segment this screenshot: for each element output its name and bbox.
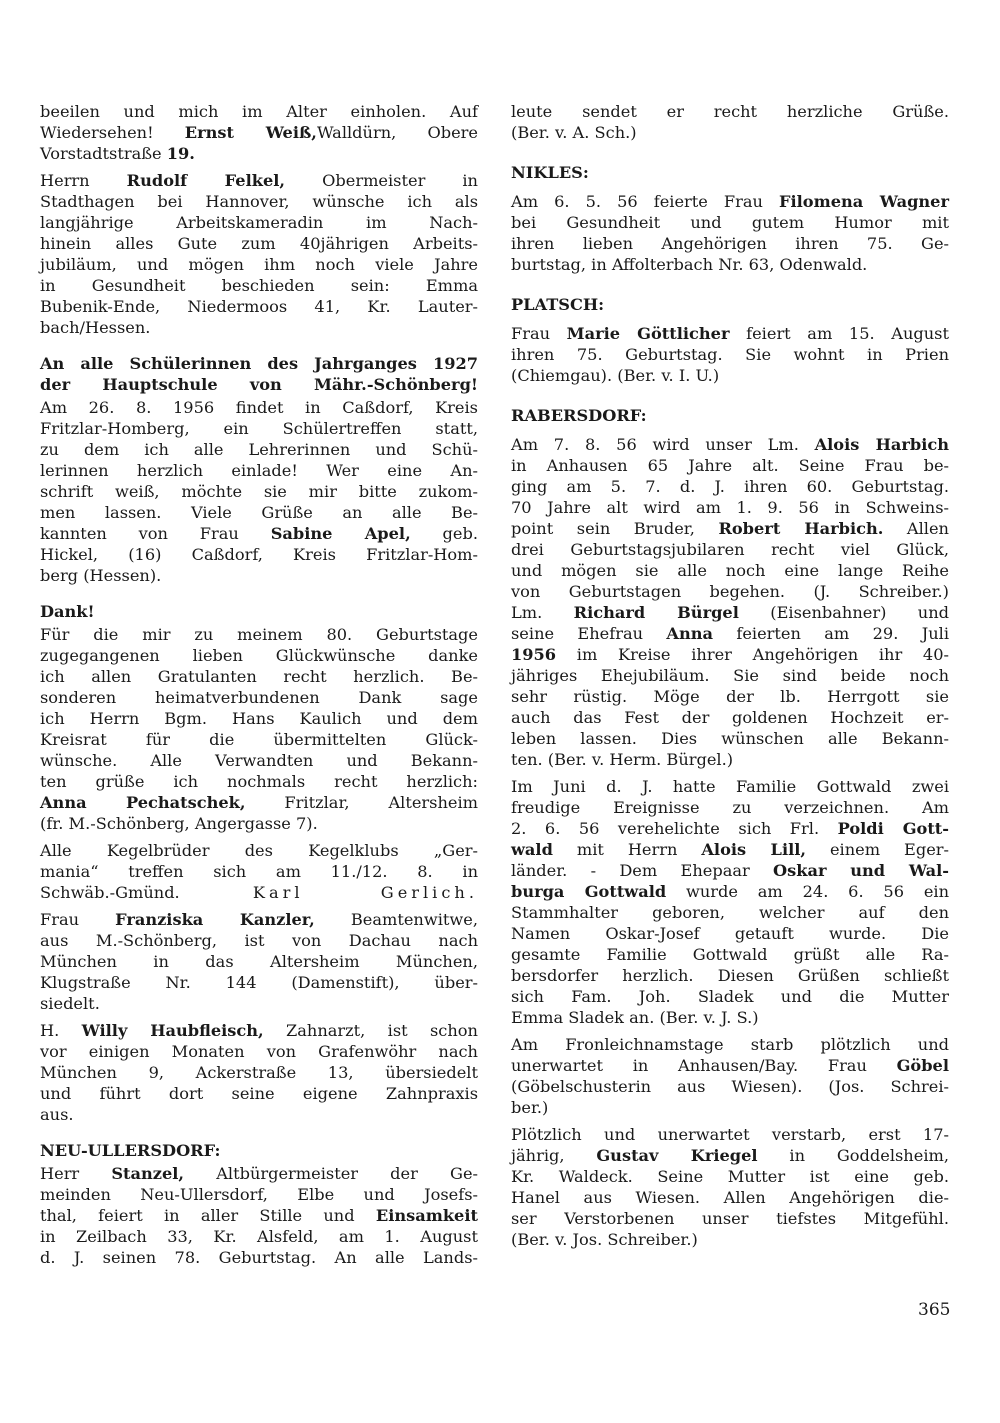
text-segment: (Chiemgau). (Ber. v. I. U.)	[511, 366, 720, 385]
text-segment: ber.)	[511, 1098, 549, 1117]
text-line	[511, 665, 949, 686]
text-segment: Kr. Waldeck. Seine Mutter ist eine geb.	[511, 1167, 949, 1186]
text-segment: Hickel, (16) Caßdorf, Kreis Fritzlar-Hom-	[40, 545, 478, 564]
bold-name: 19.	[166, 144, 195, 163]
text-segment: men lassen. Viele Grüße an alle Be-	[40, 503, 478, 522]
text-line	[40, 481, 478, 502]
text-segment: ihren 75. Geburtstag. Sie wohnt in Prien	[511, 345, 949, 364]
text-segment: Frau	[40, 910, 116, 929]
text-line	[40, 909, 478, 930]
text-segment: berg (Hessen).	[40, 566, 162, 585]
text-segment: in Zeilbach 33, Kr. Alsfeld, am 1. August	[40, 1227, 478, 1246]
text-segment: Für die mir zu meinem 80. Geburtstage	[40, 625, 478, 644]
text-line	[511, 560, 949, 581]
text-line	[40, 1020, 478, 1041]
bold-name: Rudolf Felkel,	[126, 171, 286, 190]
text-line	[40, 972, 478, 993]
text-line	[40, 502, 478, 523]
section-heading	[511, 294, 949, 315]
bold-name: Oskar und Wal-	[773, 861, 950, 880]
text-line	[40, 666, 478, 687]
section-heading	[511, 162, 949, 183]
text-segment: Altbürgermeister der Ge-	[184, 1164, 478, 1183]
text-line	[511, 623, 949, 644]
text-segment: Herrn	[40, 171, 127, 190]
text-segment: (Ber. v. A. Sch.)	[511, 123, 637, 142]
text-segment: wünsche. Alle Verwandten und Bekann-	[40, 751, 478, 770]
paragraph	[40, 1020, 478, 1125]
paragraph	[511, 191, 949, 275]
text-segment: jähriges Ehejubiläum. Sie sind beide noch	[511, 666, 949, 685]
paragraph	[40, 1163, 478, 1268]
text-segment: feierten am 29. Juli	[713, 624, 949, 643]
bold-name: Ernst Weiß,	[184, 123, 317, 142]
text-line	[40, 951, 478, 972]
text-segment: bersdorfer herzlich. Diesen Grüßen schließt	[511, 966, 949, 985]
text-line	[511, 749, 949, 770]
text-segment: geb.	[410, 524, 479, 543]
text-line	[40, 296, 478, 317]
text-line	[511, 944, 949, 965]
text-segment: Plötzlich und unerwartet verstarb, erst 17-	[511, 1125, 949, 1144]
bold-name: Stanzel,	[111, 1164, 185, 1183]
left-column	[40, 101, 478, 1268]
text-segment: NEU-ULLERSDORF:	[40, 1141, 221, 1160]
text-segment: Kreisrat für die übermittelten Glück-	[40, 730, 478, 749]
text-segment: in Anhausen 65 Jahre alt. Seine Frau be-	[511, 456, 949, 475]
text-line	[40, 374, 478, 395]
text-line	[511, 233, 949, 254]
text-segment: länder. - Dem Ehepaar	[511, 861, 774, 880]
text-segment: wurde am 24. 6. 56 ein	[666, 882, 949, 901]
text-segment: Am Fronleichnamstage starb plötzlich und	[511, 1035, 949, 1054]
text-segment: feiert am 15. August	[729, 324, 949, 343]
text-segment: der Hauptschule von Mähr.-Schönberg!	[40, 375, 478, 394]
paragraph	[40, 909, 478, 1014]
text-line	[40, 1104, 478, 1125]
text-line	[40, 143, 478, 164]
text-segment: Bubenik-Ende, Niedermoos 41, Kr. Lauter-	[40, 297, 478, 316]
bold-name: Alois Harbich	[814, 435, 950, 454]
text-line	[511, 405, 949, 426]
text-segment: langjährige Arbeitskameradin im Nach-	[40, 213, 478, 232]
text-line	[40, 1247, 478, 1268]
text-line	[511, 602, 949, 623]
section-heading	[40, 1140, 478, 1161]
bold-name: Anna Pechatschek,	[40, 793, 246, 812]
text-segment: (Göbelschusterin aus Wiesen). (Jos. Schrei-	[511, 1077, 949, 1096]
text-segment: ten grüße ich nochmals recht herzlich:	[40, 772, 478, 791]
text-segment: Alle Kegelbrüder des Kegelklubs „Ger-	[40, 841, 478, 860]
text-segment: aus M.-Schönberg, ist von Dachau nach	[40, 931, 478, 950]
text-line	[511, 1034, 949, 1055]
text-line	[40, 813, 478, 834]
text-segment: Stadthagen bei Hannover, wünsche ich als	[40, 192, 478, 211]
text-line	[511, 1055, 949, 1076]
paragraph	[40, 624, 478, 834]
text-segment: ging am 5. 7. d. J. ihren 60. Geburtstag.	[511, 477, 949, 496]
text-line	[40, 729, 478, 750]
text-segment: Wiedersehen!	[40, 123, 185, 142]
text-line	[511, 581, 949, 602]
text-segment: Am 26. 8. 1956 findet in Caßdorf, Kreis	[40, 398, 478, 417]
text-line	[511, 1076, 949, 1097]
section-heading	[40, 353, 478, 395]
text-segment: Lm.	[511, 603, 574, 622]
text-segment: Dank!	[40, 602, 95, 621]
text-segment: beeilen und mich im Alter einholen. Auf	[40, 102, 478, 121]
text-segment: und führt dort seine eigene Zahnpraxis	[40, 1084, 478, 1103]
bold-name: Richard Bürgel	[573, 603, 739, 622]
text-line	[511, 881, 949, 902]
text-line	[40, 1083, 478, 1104]
text-line	[40, 792, 478, 813]
text-segment: in Gesundheit beschieden sein: Emma	[40, 276, 478, 295]
bold-name: Willy Haubfleisch,	[81, 1021, 264, 1040]
text-segment: Am 7. 8. 56 wird unser Lm.	[511, 435, 815, 454]
text-segment: (Eisenbahner) und	[738, 603, 950, 622]
text-line	[40, 275, 478, 296]
bold-name: Filomena Wagner	[779, 192, 949, 211]
text-line	[40, 882, 478, 903]
text-segment: Hanel aus Wiesen. Allen Angehörigen die-	[511, 1188, 949, 1207]
text-line	[40, 397, 478, 418]
text-segment: sich Fam. Joh. Sladek und die Mutter	[511, 987, 949, 1006]
text-line	[40, 1226, 478, 1247]
text-line	[40, 708, 478, 729]
right-column	[511, 101, 949, 1250]
text-segment: thal, feiert in aller Stille und	[40, 1206, 376, 1225]
paragraph	[511, 1034, 949, 1118]
paragraph	[40, 397, 478, 586]
text-line	[511, 455, 949, 476]
text-segment: München in das Altersheim München,	[40, 952, 478, 971]
text-segment: auch das Fest der goldenen Hochzeit er-	[511, 708, 949, 727]
text-segment: kannten von Frau	[40, 524, 271, 543]
text-segment: Emma Sladek an. (Ber. v. J. S.)	[511, 1008, 759, 1027]
text-line	[511, 1208, 949, 1229]
text-segment: point sein Bruder,	[511, 519, 719, 538]
bold-name: Franziska Kanzler,	[115, 910, 315, 929]
bold-name: 1956	[511, 645, 557, 664]
text-line	[511, 902, 949, 923]
text-line	[511, 797, 949, 818]
text-segment: Fritzlar-Homberg, ein Schülertreffen statt,	[40, 419, 478, 438]
text-line	[511, 686, 949, 707]
text-segment: jährig,	[511, 1146, 597, 1165]
text-line	[511, 1145, 949, 1166]
text-segment: (Ber. v. Jos. Schreiber.)	[511, 1230, 698, 1249]
text-segment: sehr rüstig. Möge der lb. Herrgott sie	[511, 687, 949, 706]
text-segment: ten. (Ber. v. Herm. Bürgel.)	[511, 750, 734, 769]
text-segment: RABERSDORF:	[511, 406, 647, 425]
text-line	[40, 460, 478, 481]
bold-name: Sabine Apel,	[270, 524, 411, 543]
text-segment: aus.	[40, 1105, 74, 1124]
text-line	[40, 101, 478, 122]
bold-name: Einsamkeit	[375, 1206, 478, 1225]
bold-name: Marie Göttlicher	[566, 324, 730, 343]
text-line	[40, 122, 478, 143]
text-line	[511, 344, 949, 365]
paragraph	[511, 434, 949, 770]
text-line	[511, 122, 949, 143]
text-line	[40, 544, 478, 565]
text-segment: ich Herrn Bgm. Hans Kaulich und dem	[40, 709, 478, 728]
text-line	[40, 317, 478, 338]
text-line	[511, 1097, 949, 1118]
text-line	[40, 565, 478, 586]
text-segment: Obermeister in	[285, 171, 478, 190]
text-line	[511, 191, 949, 212]
text-segment: 2. 6. 56 verehelichte sich Frl.	[511, 819, 838, 838]
text-segment: sonderen heimatverbundenen Dank sage	[40, 688, 478, 707]
text-segment: lerinnen herzlich einlade! Wer eine An-	[40, 461, 478, 480]
bold-name: Poldi Gott-	[837, 819, 949, 838]
text-segment: Herr	[40, 1164, 112, 1183]
text-line	[40, 687, 478, 708]
text-line	[511, 965, 949, 986]
text-segment: d. J. seinen 78. Geburtstag. An alle Lands-	[40, 1248, 478, 1267]
text-segment: An alle Schülerinnen des Jahrganges 1927	[40, 354, 478, 373]
text-segment: mit Herrn	[552, 840, 702, 859]
text-segment: Allen	[883, 519, 949, 538]
text-segment: Im Juni d. J. hatte Familie Gottwald zwei	[511, 777, 949, 796]
text-line	[511, 1124, 949, 1145]
text-line	[40, 353, 478, 374]
paragraph	[511, 776, 949, 1028]
text-segment: im Kreise ihrer Angehörigen ihr 40-	[556, 645, 949, 664]
text-segment: meinden Neu-Ullersdorf, Elbe und Josefs-	[40, 1185, 478, 1204]
text-line	[511, 644, 949, 665]
text-line	[511, 707, 949, 728]
text-line	[511, 497, 949, 518]
text-line	[511, 254, 949, 275]
text-segment: München 9, Ackerstraße 13, übersiedelt	[40, 1063, 478, 1082]
text-line	[511, 728, 949, 749]
text-line	[511, 818, 949, 839]
section-heading	[511, 405, 949, 426]
text-segment: Stammhalter geboren, welcher auf den	[511, 903, 949, 922]
bold-name: wald	[511, 840, 553, 859]
text-segment: Vorstadtstraße	[40, 144, 167, 163]
text-line	[40, 930, 478, 951]
text-line	[40, 191, 478, 212]
text-line	[511, 1007, 949, 1028]
text-line	[40, 840, 478, 861]
text-line	[511, 1166, 949, 1187]
text-segment: ich allen Gratulanten recht herzlich. Be-	[40, 667, 478, 686]
text-segment: seine Ehefrau	[511, 624, 667, 643]
text-line	[40, 233, 478, 254]
text-segment: Beamtenwitwe,	[314, 910, 478, 929]
text-line	[40, 1205, 478, 1226]
text-segment: bach/Hessen.	[40, 318, 151, 337]
text-segment: vor einigen Monaten von Grafenwöhr nach	[40, 1042, 478, 1061]
text-line	[511, 294, 949, 315]
text-segment: Am 6. 5. 56 feierte Frau	[511, 192, 779, 211]
text-line	[40, 993, 478, 1014]
text-line	[40, 439, 478, 460]
text-line	[511, 434, 949, 455]
text-line	[40, 418, 478, 439]
text-line	[40, 1041, 478, 1062]
text-line	[511, 986, 949, 1007]
text-segment: leben lassen. Dies wünschen alle Bekann-	[511, 729, 949, 748]
paragraph	[40, 101, 478, 164]
text-segment: Fritzlar, Altersheim	[245, 793, 478, 812]
text-line	[511, 1187, 949, 1208]
text-segment: hinein alles Gute zum 40jährigen Arbeits-	[40, 234, 478, 253]
text-line	[511, 860, 949, 881]
text-segment: Zahnarzt, ist schon	[263, 1021, 478, 1040]
text-line	[40, 1140, 478, 1161]
text-segment: ser Verstorbenen unser tiefstes Mitgefühl.	[511, 1209, 949, 1228]
text-line	[511, 323, 949, 344]
text-segment: PLATSCH:	[511, 295, 605, 314]
text-line	[40, 861, 478, 882]
text-segment: burtstag, in Affolterbach Nr. 63, Odenwald.	[511, 255, 868, 274]
text-line	[511, 476, 949, 497]
text-segment: NIKLES:	[511, 163, 589, 182]
paragraph	[40, 170, 478, 338]
text-segment: und mögen sie alle noch eine lange Reihe	[511, 561, 949, 580]
text-line	[40, 523, 478, 544]
text-segment: 70 Jahre alt wird am 1. 9. 56 in Schweins-	[511, 498, 949, 517]
text-line	[40, 254, 478, 275]
paragraph	[511, 1124, 949, 1250]
text-segment: Namen Oskar-Josef getauft wurde. Die	[511, 924, 949, 943]
text-line	[511, 212, 949, 233]
paragraph	[40, 840, 478, 903]
bold-name: Anna	[666, 624, 713, 643]
text-line	[511, 839, 949, 860]
text-segment: in Goddelsheim,	[757, 1146, 949, 1165]
text-line	[511, 518, 949, 539]
text-segment: (fr. M.-Schönberg, Angergasse 7).	[40, 814, 318, 833]
text-segment: von Geburtstagen begehen. (J. Schreiber.)	[511, 582, 949, 601]
text-segment: schrift weiß, möchte sie mir bitte zukom-	[40, 482, 478, 501]
paragraph	[511, 323, 949, 386]
text-line	[511, 365, 949, 386]
text-segment: zugegangenen lieben Glückwünsche danke	[40, 646, 478, 665]
text-segment: zu dem ich alle Lehrerinnen und Schü-	[40, 440, 478, 459]
bold-name: Alois Lill,	[701, 840, 807, 859]
text-line	[511, 776, 949, 797]
text-line	[511, 923, 949, 944]
text-segment: Frau	[511, 324, 567, 343]
text-segment: gesamte Familie Gottwald grüßt alle Ra-	[511, 945, 949, 964]
text-line	[40, 212, 478, 233]
text-line	[40, 601, 478, 622]
bold-name: Robert Harbich.	[718, 519, 884, 538]
text-segment: siedelt.	[40, 994, 100, 1013]
text-line	[40, 771, 478, 792]
section-heading	[40, 601, 478, 622]
text-segment: H.	[40, 1021, 82, 1040]
text-line	[40, 645, 478, 666]
text-segment: Walldürn, Obere	[316, 123, 478, 142]
text-segment: bei Gesundheit und gutem Humor mit	[511, 213, 949, 232]
text-segment: drei Geburtstagsjubilaren recht viel Glück,	[511, 540, 949, 559]
text-line	[511, 162, 949, 183]
page-number: 365	[918, 1300, 951, 1320]
text-line	[40, 750, 478, 771]
bold-name: Gustav Kriegel	[596, 1146, 758, 1165]
text-line	[40, 1163, 478, 1184]
text-segment: Schwäb.-Gmünd.	[40, 883, 253, 902]
paragraph	[511, 101, 949, 143]
text-line	[40, 624, 478, 645]
bold-name: Göbel	[896, 1056, 949, 1075]
spaced-signature: Karl Gerlich.	[252, 883, 478, 902]
bold-name: burga Gottwald	[511, 882, 667, 901]
text-segment: Klugstraße Nr. 144 (Damenstift), über-	[40, 973, 478, 992]
text-line	[40, 170, 478, 191]
text-segment: unerwartet in Anhausen/Bay. Frau	[511, 1056, 897, 1075]
text-line	[511, 539, 949, 560]
text-segment: mania“ treffen sich am 11./12. 8. in	[40, 862, 478, 881]
text-line	[40, 1062, 478, 1083]
text-line	[511, 101, 949, 122]
text-segment: leute sendet er recht herzliche Grüße.	[511, 102, 949, 121]
text-segment: ihren lieben Angehörigen ihren 75. Ge-	[511, 234, 949, 253]
text-segment: einem Eger-	[806, 840, 949, 859]
text-segment: freudige Ereignisse zu verzeichnen. Am	[511, 798, 949, 817]
text-line	[511, 1229, 949, 1250]
text-segment: jubiläum, und mögen ihm noch viele Jahre	[40, 255, 478, 274]
text-line	[40, 1184, 478, 1205]
